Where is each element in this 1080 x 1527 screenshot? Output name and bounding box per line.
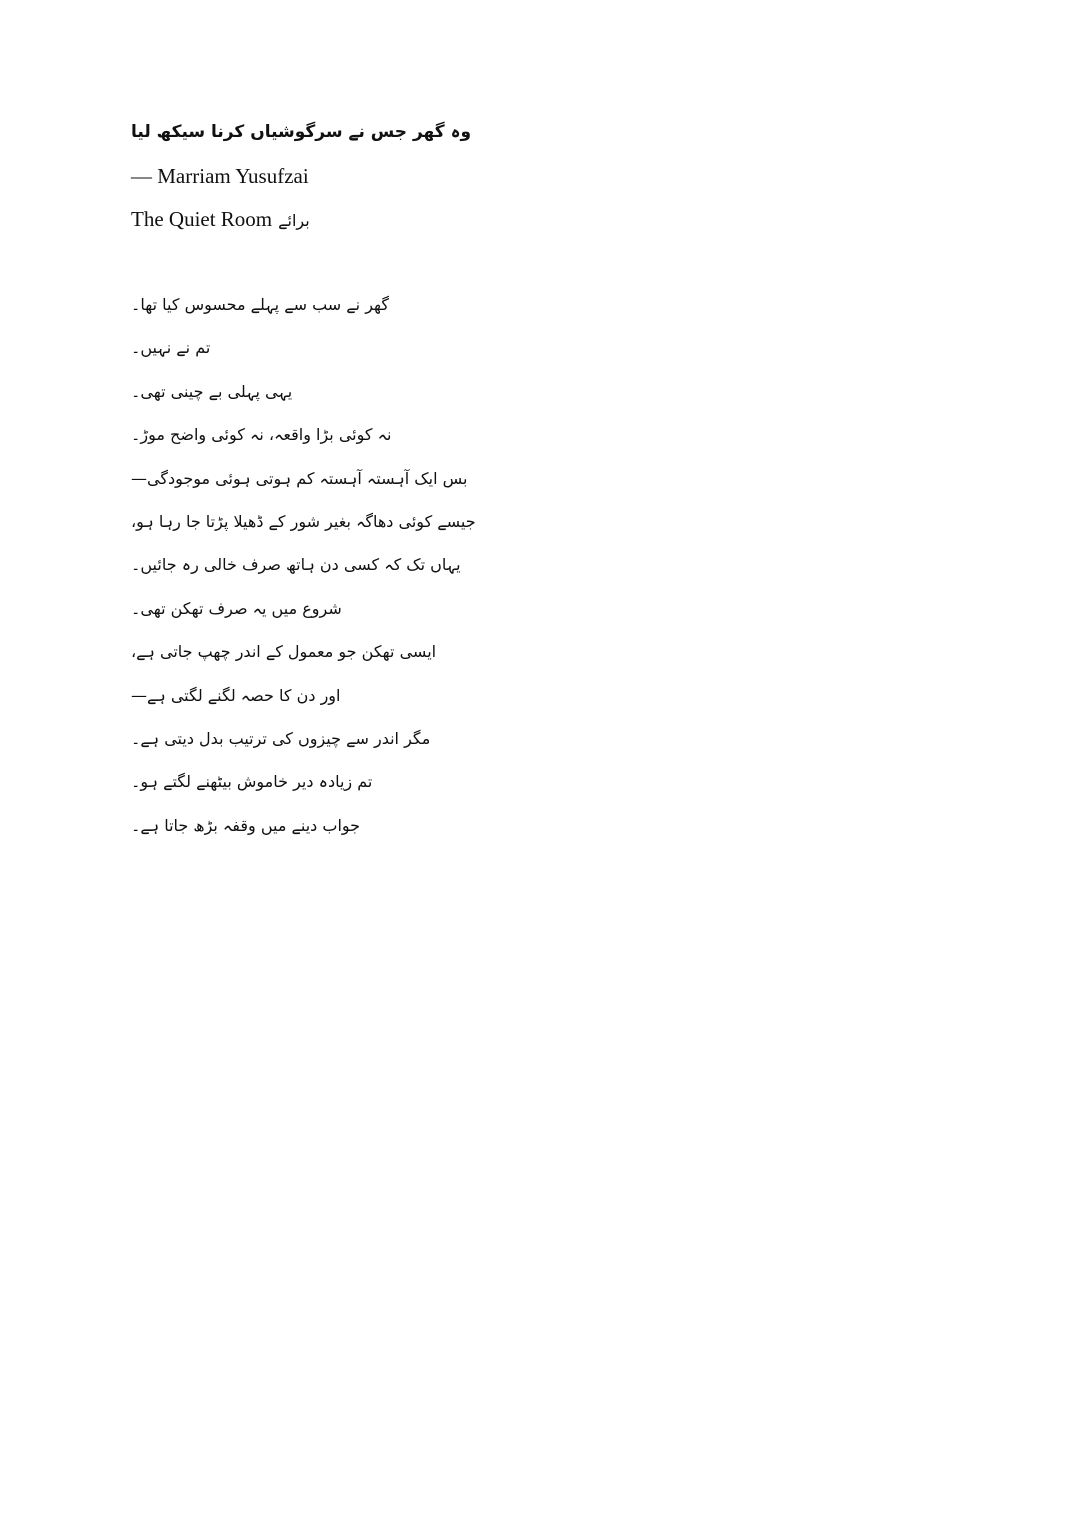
- author-line: — Marriam Yusufzai: [131, 164, 309, 188]
- dedication-for-word: برائے: [278, 211, 310, 230]
- poem-line: یہاں تک کہ کسی دن ہاتھ صرف خالی رہ جائیں۔: [131, 555, 461, 575]
- poem-line: گھر نے سب سے پہلے محسوس کیا تھا۔: [131, 295, 390, 314]
- poem-title: وہ گھر جس نے سرگوشیاں کرنا سیکھ لیا: [131, 122, 472, 142]
- poem-line: اور دن کا حصہ لگنے لگتی ہے—: [131, 685, 341, 705]
- dedication-line: [131, 205, 310, 235]
- poem-line: تم نے نہیں۔: [131, 338, 211, 358]
- poem-line: جواب دینے میں وقفہ بڑھ جاتا ہے۔: [131, 815, 361, 835]
- dedication-name: The Quiet Room: [131, 207, 273, 231]
- poem-line: نہ کوئی بڑا واقعہ، نہ کوئی واضح موڑ۔: [131, 425, 392, 445]
- poem-line: جیسے کوئی دھاگہ بغیر شور کے ڈھیلا پڑتا جا رہا ہو،: [131, 511, 476, 531]
- poem-line: ایسی تھکن جو معمول کے اندر چھپ جاتی ہے،: [131, 642, 437, 662]
- poem-line: مگر اندر سے چیزوں کی ترتیب بدل دیتی ہے۔: [131, 728, 431, 748]
- poem-line: بس ایک آہستہ آہستہ کم ہوتی ہوئی موجودگی—: [131, 468, 468, 488]
- poem-line: تم زیادہ دیر خاموش بیٹھنے لگتے ہو۔: [131, 772, 373, 792]
- poem-line: یہی پہلی بے چینی تھی۔: [131, 381, 293, 401]
- poem-body: [131, 290, 476, 854]
- poem-line: شروع میں یہ صرف تھکن تھی۔: [131, 598, 342, 618]
